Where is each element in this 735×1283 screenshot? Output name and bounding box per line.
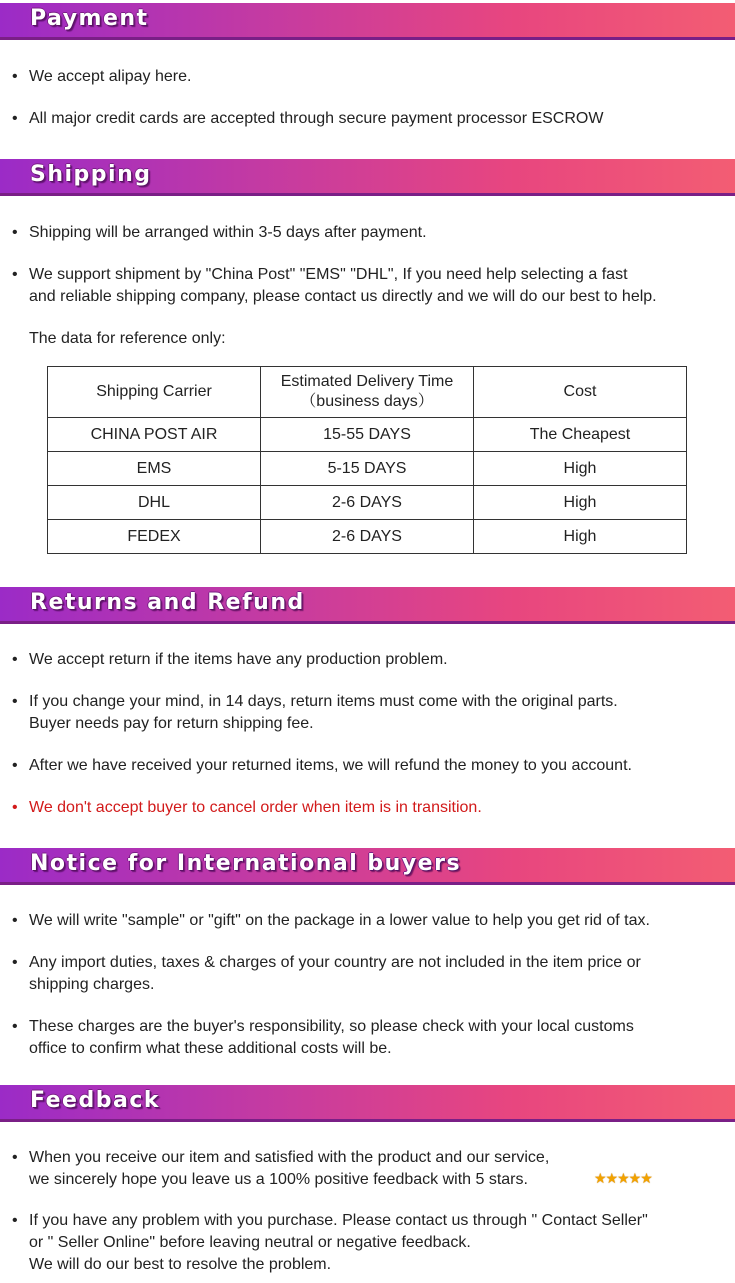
table-header: Cost bbox=[474, 367, 687, 418]
bullet-icon: • bbox=[12, 1018, 18, 1035]
table-cell: EMS bbox=[48, 452, 261, 486]
notice-item: Any import duties, taxes & charges of your country are not included in the item price or shipping charges. bbox=[29, 954, 641, 993]
table-cell: High bbox=[474, 452, 687, 486]
returns-title: Returns and Refund bbox=[30, 590, 305, 615]
shipping-banner bbox=[0, 159, 735, 196]
table-header: Estimated Delivery Time （business days） bbox=[261, 367, 474, 418]
notice-banner bbox=[0, 848, 735, 885]
table-cell: The Cheapest bbox=[474, 418, 687, 452]
bullet-icon: • bbox=[12, 224, 18, 241]
table-row bbox=[48, 452, 687, 486]
payment-item: All major credit cards are accepted through secure payment processor ESCROW bbox=[29, 110, 604, 127]
shipping-item: Shipping will be arranged within 3-5 days after payment. bbox=[29, 224, 427, 241]
table-header: Shipping Carrier bbox=[48, 367, 261, 418]
table-cell: 2-6 DAYS bbox=[261, 486, 474, 520]
table-cell: FEDEX bbox=[48, 520, 261, 554]
bullet-icon: • bbox=[12, 266, 18, 283]
bullet-icon: • bbox=[12, 1149, 18, 1166]
notice-item: These charges are the buyer's responsibility, so please check with your local customs office to confirm what these additional costs will be. bbox=[29, 1018, 634, 1057]
bullet-icon: • bbox=[12, 954, 18, 971]
bullet-icon: • bbox=[12, 110, 18, 127]
notice-title: Notice for International buyers bbox=[30, 851, 462, 876]
table-row bbox=[48, 520, 687, 554]
table-cell: 15-55 DAYS bbox=[261, 418, 474, 452]
table-cell: High bbox=[474, 486, 687, 520]
payment-title: Payment bbox=[30, 6, 149, 31]
returns-item: If you change your mind, in 14 days, return items must come with the original parts. Buyer needs pay for return shipping fee. bbox=[29, 693, 618, 732]
table-row bbox=[48, 418, 687, 452]
bullet-icon: • bbox=[12, 1212, 18, 1229]
notice-item: We will write "sample" or "gift" on the package in a lower value to help you get rid of tax. bbox=[29, 912, 650, 929]
payment-item: We accept alipay here. bbox=[29, 68, 192, 85]
table-cell: CHINA POST AIR bbox=[48, 418, 261, 452]
table-cell: 5-15 DAYS bbox=[261, 452, 474, 486]
returns-banner bbox=[0, 587, 735, 624]
bullet-icon: • bbox=[12, 912, 18, 929]
bullet-icon: • bbox=[12, 757, 18, 774]
table-cell: High bbox=[474, 520, 687, 554]
table-row bbox=[48, 486, 687, 520]
shipping-item: We support shipment by "China Post" "EMS" "DHL", If you need help selecting a fast and reliable shipping company, please contact us directly and we will do our best to help. bbox=[29, 266, 657, 305]
bullet-icon: • bbox=[12, 68, 18, 85]
feedback-banner bbox=[0, 1085, 735, 1122]
shipping-title: Shipping bbox=[30, 162, 152, 187]
feedback-title: Feedback bbox=[30, 1088, 160, 1113]
bullet-icon: • bbox=[12, 799, 18, 816]
returns-item: We accept return if the items have any production problem. bbox=[29, 651, 448, 668]
shipping-table bbox=[47, 366, 687, 554]
table-header-row bbox=[48, 367, 687, 418]
table-cell: DHL bbox=[48, 486, 261, 520]
feedback-item: If you have any problem with you purchase. Please contact us through " Contact Seller" or " Seller Online" before leaving neutral or negative feedback. We will do our best to resolve the problem. bbox=[29, 1212, 648, 1273]
payment-banner bbox=[0, 3, 735, 40]
reference-note: The data for reference only: bbox=[29, 330, 226, 347]
bullet-icon: • bbox=[12, 651, 18, 668]
five-star-rating-icon: ★★★★★ bbox=[594, 1170, 652, 1186]
feedback-item: When you receive our item and satisfied with the product and our service, we sincerely hope you leave us a 100% positive feedback with 5 stars. bbox=[29, 1149, 550, 1188]
table-cell: 2-6 DAYS bbox=[261, 520, 474, 554]
bullet-icon: • bbox=[12, 693, 18, 710]
returns-item: After we have received your returned items, we will refund the money to you account. bbox=[29, 757, 632, 774]
returns-warning: We don't accept buyer to cancel order when item is in transition. bbox=[29, 799, 482, 816]
